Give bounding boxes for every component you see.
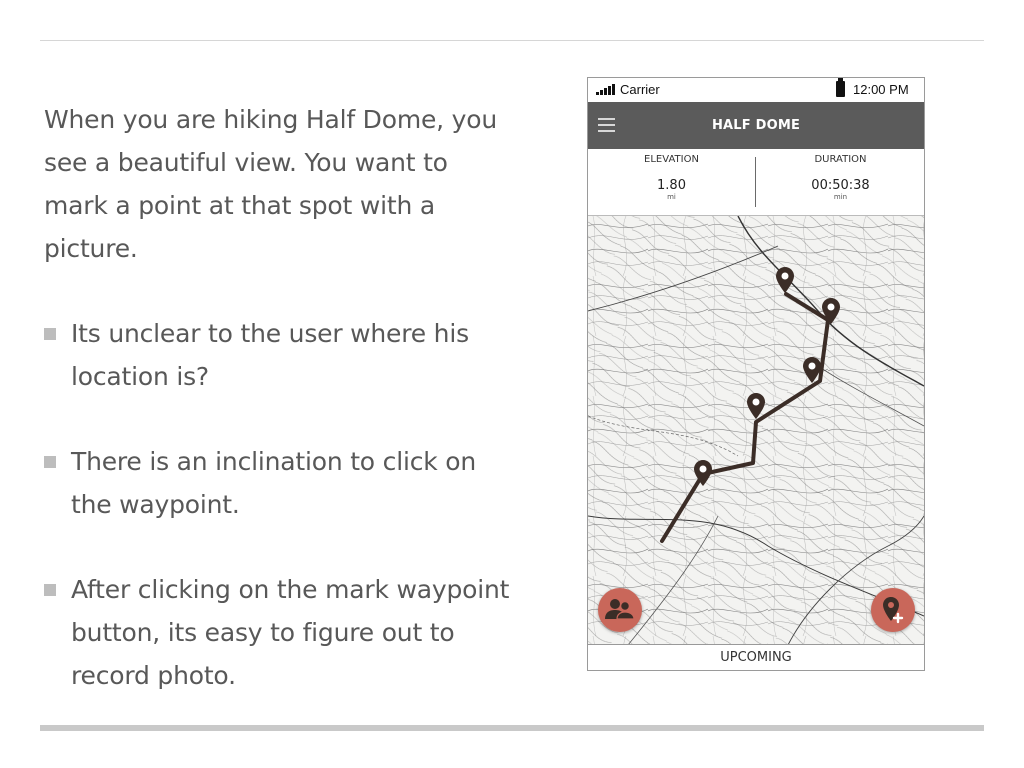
bullet-list (44, 312, 514, 697)
top-divider (40, 40, 984, 41)
add-waypoint-button[interactable] (871, 588, 915, 632)
battery-icon (836, 81, 845, 97)
stats-panel (588, 149, 924, 215)
waypoint-pin-icon[interactable] (747, 393, 765, 419)
bullet-text: Its unclear to the user where his location is? (71, 319, 469, 391)
bullet-text: There is an inclination to click on the waypoint. (71, 447, 476, 519)
duration-label: DURATION (814, 154, 867, 165)
duration-unit: min (833, 193, 848, 201)
elevation-value: 1.80 (657, 178, 686, 193)
intro-paragraph: When you are hiking Half Dome, you see a beautiful view. You want to mark a point at that spot with a picture. (44, 105, 497, 263)
phone-mockup (587, 77, 925, 671)
carrier-label: Carrier (620, 82, 660, 97)
status-time: 12:00 PM (853, 82, 909, 97)
elevation-unit: mi (667, 193, 676, 201)
stats-divider (755, 157, 756, 207)
map-canvas (588, 216, 924, 645)
upcoming-tab[interactable]: UPCOMING (588, 644, 924, 671)
waypoint-pin-icon[interactable] (694, 460, 712, 486)
bullet-item (44, 440, 514, 526)
add-waypoint-pin-icon (871, 588, 915, 632)
elevation-stat (588, 149, 755, 215)
waypoint-pin-icon[interactable] (822, 298, 840, 324)
elevation-label: ELEVATION (644, 154, 699, 165)
waypoint-pin-icon[interactable] (803, 357, 821, 383)
duration-stat (757, 149, 924, 215)
bullet-text: After clicking on the mark waypoint button, its easy to figure out to record photo. (71, 575, 510, 690)
bullet-square-icon (44, 584, 56, 596)
bullet-square-icon (44, 328, 56, 340)
bullet-item (44, 568, 514, 697)
bottom-divider (40, 725, 984, 731)
status-bar (588, 78, 924, 102)
waypoint-pin-icon[interactable] (776, 267, 794, 293)
people-button[interactable] (598, 588, 642, 632)
slide-text (44, 98, 514, 739)
topographic-map[interactable] (588, 215, 924, 645)
bullet-square-icon (44, 456, 56, 468)
people-icon (598, 588, 642, 632)
app-header (588, 102, 924, 149)
bullet-item (44, 312, 514, 398)
duration-value: 00:50:38 (811, 178, 870, 193)
signal-strength-icon (596, 84, 618, 95)
page-title: HALF DOME (711, 118, 801, 133)
